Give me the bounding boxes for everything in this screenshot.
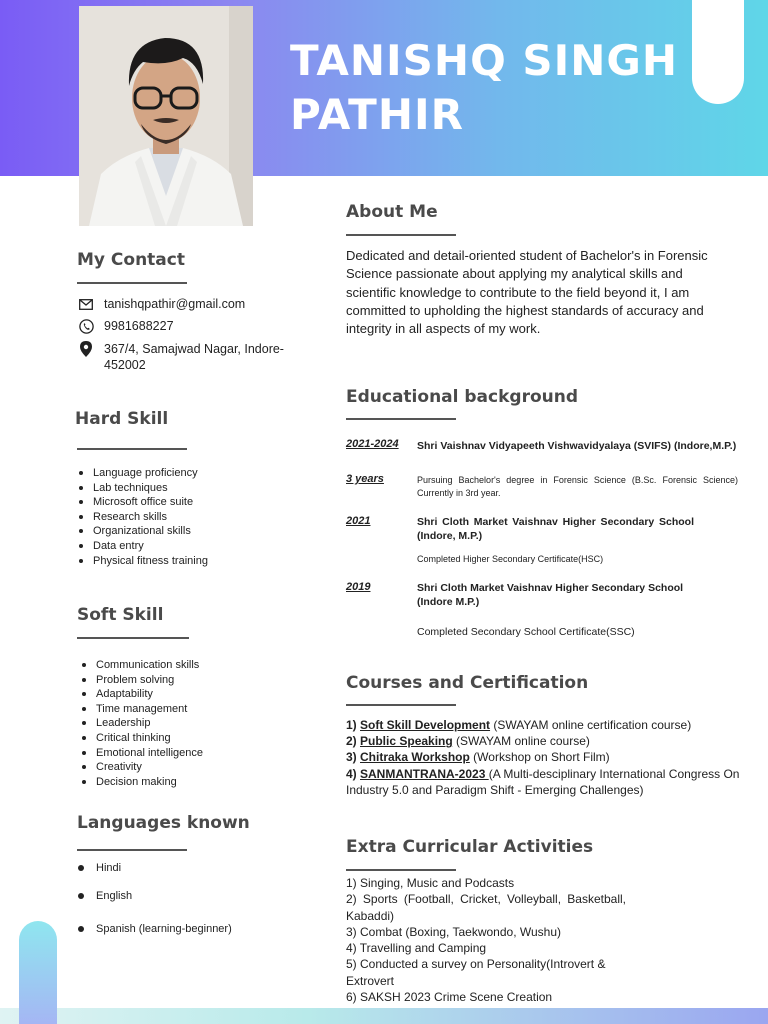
hard-skill-item: Lab techniques bbox=[78, 481, 208, 496]
edu-year: 2021-2024 bbox=[346, 438, 399, 450]
extra-item: 4) Travelling and Camping bbox=[346, 941, 487, 956]
soft-skill-item: Critical thinking bbox=[81, 731, 203, 746]
language-item: Spanish (learning-beginner) bbox=[78, 923, 232, 935]
hard-skill-item: Language proficiency bbox=[78, 466, 208, 481]
course-name: Soft Skill Development bbox=[360, 718, 491, 732]
contact-phone bbox=[78, 318, 174, 334]
course-item: 4) SANMANTRANA-2023 (A Multi-desciplinary International Congress On Industry 5.0 and Paradigm Shift - Emerging Challenges) bbox=[346, 766, 740, 797]
contact-email bbox=[78, 296, 245, 312]
extra-item: 3) Combat (Boxing, Taekwondo, Wushu) bbox=[346, 924, 561, 939]
resume-name: TANISHQ SINGH PATHIR bbox=[290, 36, 679, 139]
contact-divider bbox=[77, 282, 187, 284]
hard-skill-item: Organizational skills bbox=[78, 524, 208, 539]
hard-skill-divider bbox=[77, 448, 187, 450]
edu-school: Shri Cloth Market Vaishnav Higher Secondary School (Indore, M.P.) bbox=[417, 516, 694, 542]
extra-list bbox=[346, 875, 626, 1005]
soft-skill-item: Decision making bbox=[81, 775, 203, 790]
extra-divider bbox=[346, 869, 456, 871]
soft-skill-divider bbox=[77, 637, 189, 639]
courses-list bbox=[346, 717, 746, 798]
hard-skill-item: Research skills bbox=[78, 510, 208, 525]
about-title: About Me bbox=[346, 202, 438, 222]
about-divider bbox=[346, 234, 456, 236]
course-item: 2) Public Speaking (SWAYAM online course) bbox=[346, 734, 590, 749]
education-divider bbox=[346, 418, 456, 420]
extra-item: 5) Conducted a survey on Personality(Introvert & Extrovert bbox=[346, 957, 606, 988]
edu-detail: Pursuing Bachelor's degree in Forensic Science (B.Sc. Forensic Science) Currently in 3rd year. bbox=[417, 475, 738, 498]
soft-skill-item: Leadership bbox=[81, 716, 203, 731]
mail-icon bbox=[78, 296, 94, 312]
education-title: Educational background bbox=[346, 387, 579, 407]
courses-title: Courses and Certification bbox=[346, 673, 589, 693]
hard-skill-item: Data entry bbox=[78, 539, 208, 554]
edu-year: 2021 bbox=[346, 515, 371, 527]
language-item: English bbox=[78, 890, 132, 902]
languages-title: Languages known bbox=[77, 813, 250, 833]
soft-skill-item: Time management bbox=[81, 702, 203, 717]
hard-skill-item: Physical fitness training bbox=[78, 554, 208, 569]
edu-year: 3 years bbox=[346, 473, 384, 485]
edu-detail: Completed Secondary School Certificate(SSC) bbox=[417, 626, 635, 638]
footer-band bbox=[0, 1008, 768, 1024]
contact-email-text: tanishqpathir@gmail.com bbox=[104, 297, 246, 311]
contact-address bbox=[78, 341, 308, 373]
soft-skill-item: Problem solving bbox=[81, 673, 203, 688]
course-name: SANMANTRANA-2023 bbox=[360, 766, 489, 781]
soft-skill-title: Soft Skill bbox=[77, 605, 164, 625]
soft-skill-item: Communication skills bbox=[81, 658, 203, 673]
edu-detail: Completed Higher Secondary Certificate(HSC) bbox=[417, 554, 604, 564]
contact-phone-text: 9981688227 bbox=[104, 319, 174, 333]
contact-address-text: 367/4, Samajwad Nagar, Indore-452002 bbox=[104, 342, 284, 372]
edu-year: 2019 bbox=[346, 581, 371, 593]
language-item: Hindi bbox=[78, 862, 121, 874]
course-item: 3) Chitraka Workshop (Workshop on Short Film) bbox=[346, 750, 610, 765]
contact-title: My Contact bbox=[77, 250, 185, 270]
languages-divider bbox=[77, 849, 187, 851]
hard-skill-title: Hard Skill bbox=[75, 409, 169, 429]
course-name: Chitraka Workshop bbox=[360, 750, 470, 765]
extra-item: 1) Singing, Music and Podcasts bbox=[346, 876, 515, 890]
location-pin-icon bbox=[78, 341, 94, 357]
soft-skill-item: Emotional intelligence bbox=[81, 746, 203, 761]
courses-divider bbox=[346, 704, 456, 706]
profile-photo bbox=[79, 6, 253, 226]
soft-skill-item: Adaptability bbox=[81, 687, 203, 702]
extra-title: Extra Curricular Activities bbox=[346, 837, 594, 857]
soft-skill-list bbox=[81, 658, 203, 789]
edu-school: Shri Vaishnav Vidyapeeth Vishwavidyalaya (SVIFS) (Indore,M.P.) bbox=[417, 440, 737, 452]
hard-skill-item: Microsoft office suite bbox=[78, 495, 208, 510]
phone-icon bbox=[78, 318, 94, 334]
soft-skill-item: Creativity bbox=[81, 760, 203, 775]
extra-item: 2) Sports (Football, Cricket, Volleyball, Basketball, Kabaddi) bbox=[346, 892, 626, 923]
hard-skill-list bbox=[78, 466, 208, 568]
edu-school: Shri Cloth Market Vaishnav Higher Secondary School (Indore M.P.) bbox=[417, 582, 684, 608]
course-name: Public Speaking bbox=[360, 734, 453, 749]
course-item: 1) Soft Skill Development (SWAYAM online certification course) bbox=[346, 718, 692, 732]
extra-item: 6) SAKSH 2023 Crime Scene Creation bbox=[346, 990, 553, 1005]
decorative-pill-bottom bbox=[19, 921, 57, 1024]
about-text: Dedicated and detail-oriented student of Bachelor's in Forensic Science passionate about applying my analytical skills and scientific knowledge to contribute to the field beyond it, I am committed to upholding the highest standards of accuracy and integrity in all aspects of my work. bbox=[346, 248, 708, 337]
